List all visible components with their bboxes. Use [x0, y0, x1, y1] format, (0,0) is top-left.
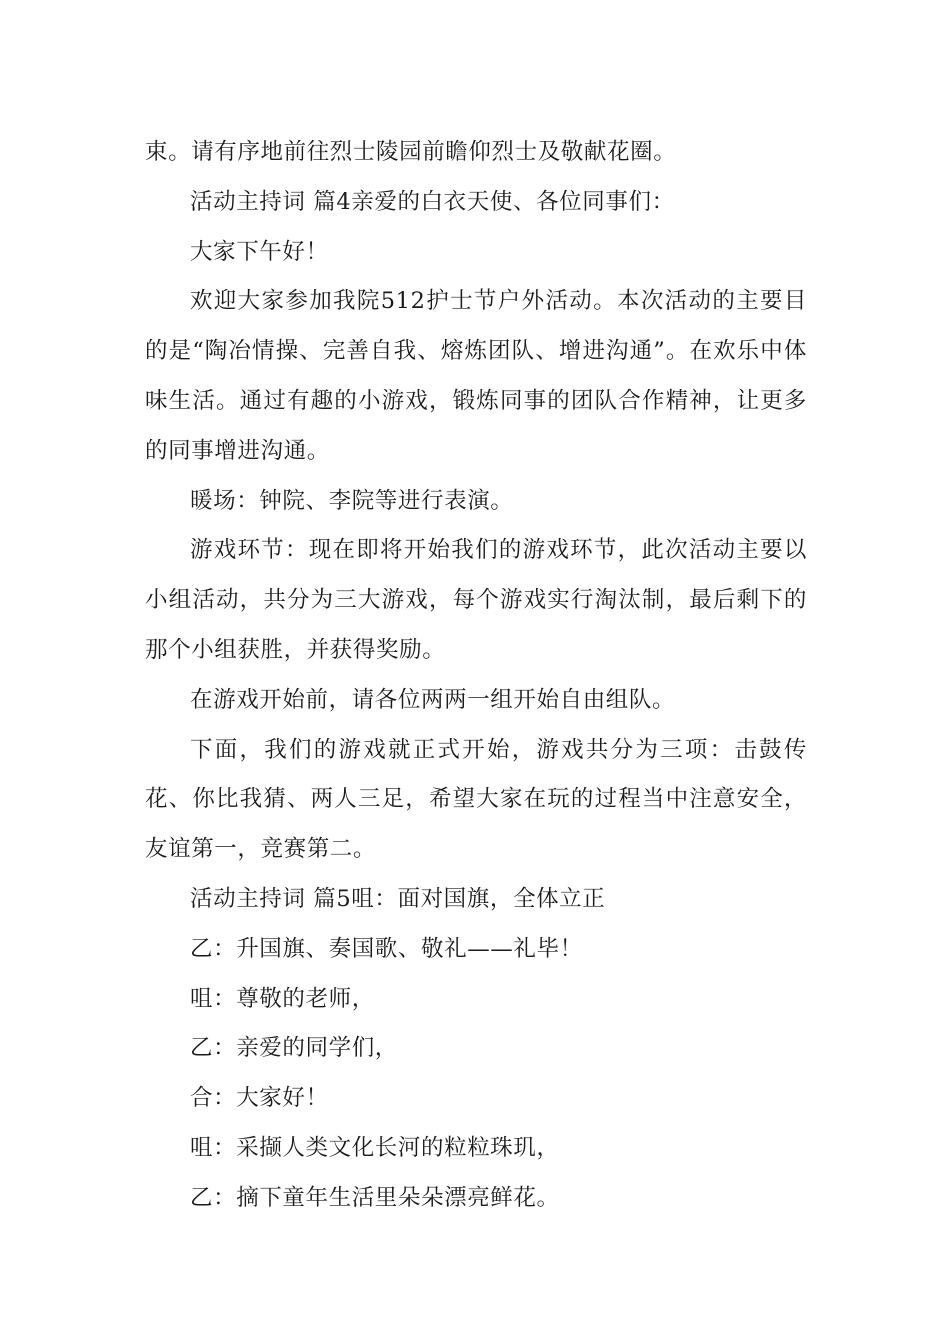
paragraph: 欢迎大家参加我院512护士节户外活动。本次活动的主要目的是“陶冶情操、完善自我、熔炼团队、增进沟通”。在欢乐中体味生活。通过有趣的小游戏，锻炼同事的团队合作精神，让更多的同事增进沟通。 — [145, 288, 807, 464]
dialogue-line: 咀：采撷人类文化长河的粒粒珠玑， — [190, 1134, 560, 1161]
paragraph: 暖场：钟院、李院等进行表演。 — [190, 487, 514, 514]
dialogue-line: 乙：摘下童年生活里朵朵漂亮鲜花。 — [190, 1184, 560, 1211]
document-body — [145, 128, 807, 1224]
paragraph: 游戏环节：现在即将开始我们的游戏环节，此次活动主要以小组活动，共分为三大游戏，每个游戏实行淘汰制，最后剩下的那个小组获胜，并获得奖励。 — [145, 537, 807, 663]
section-heading-paragraph: 活动主持词 篇5咀：面对国旗，全体立正 — [190, 885, 606, 912]
section-heading-paragraph: 活动主持词 篇4亲爱的白衣天使、各位同事们： — [190, 188, 675, 215]
paragraph: 束。请有序地前往烈士陵园前瞻仰烈士及敬献花圈。 — [145, 139, 677, 165]
dialogue-line: 乙：亲爱的同学们， — [190, 1035, 398, 1062]
paragraph: 下面，我们的游戏就正式开始，游戏共分为三项：击鼓传花、你比我猜、两人三足，希望大家在玩的过程当中注意安全，友谊第一，竞赛第二。 — [145, 736, 807, 863]
paragraph: 在游戏开始前，请各位两两一组开始自由组队。 — [190, 686, 676, 713]
dialogue-line: 合：大家好！ — [190, 1085, 329, 1112]
dialogue-line: 咀：尊敬的老师， — [190, 985, 375, 1012]
paragraph: 大家下午好！ — [190, 238, 329, 265]
dialogue-line: 乙：升国旗、奏国歌、敬礼——礼毕！ — [190, 935, 583, 962]
